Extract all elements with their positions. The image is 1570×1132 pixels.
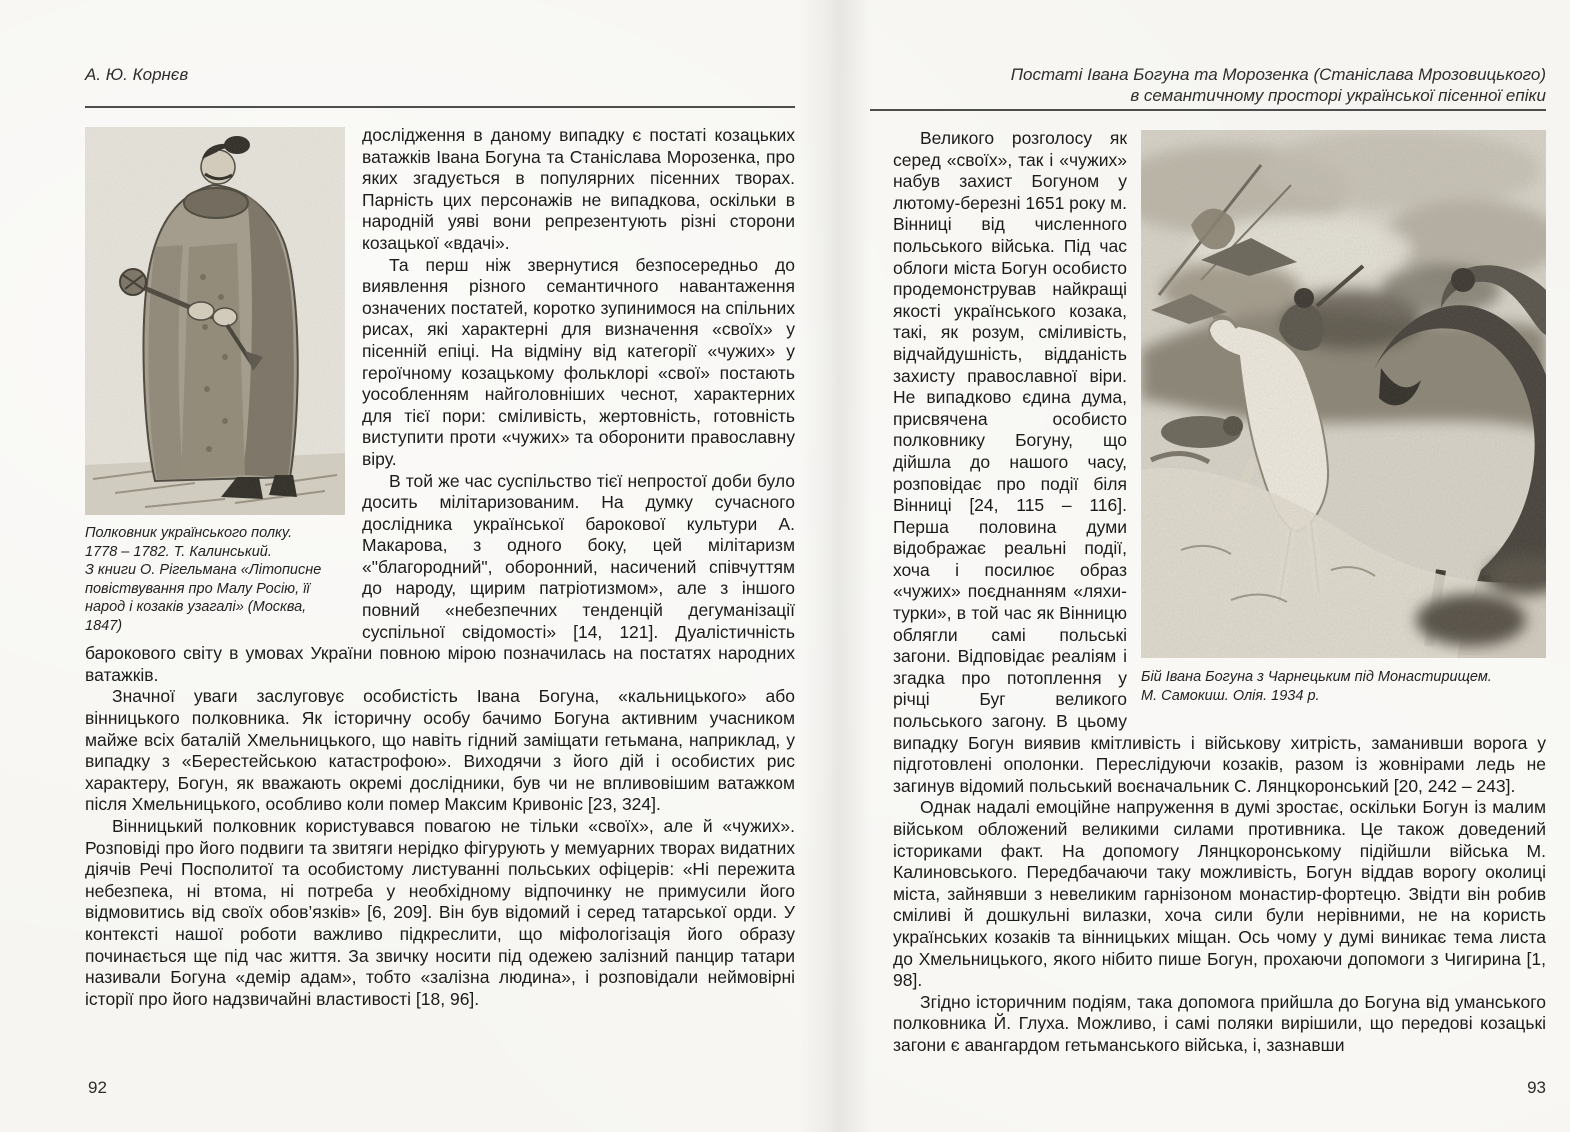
caption-line: народ і козаків узагалі» (Москва, 1847) — [85, 599, 307, 634]
page-left-content — [85, 125, 795, 1010]
header-rule-right — [870, 109, 1546, 111]
paragraph: Та перш ніж звернутися безпосередньо до виявлення різного семантичного навантаження означених постатей, коротко зупинимося на спільних рисах, які характерні для визначення «своїх» у пісенній епіці. На відміну від категорії «чужих» у героїчному козацькому фольклорі «свої» постають уособленням найголовніших чеснот, характерних для тієї пори: сміливість, жертовність, готовність виступити проти «чужих» та оборонити православну віру. — [362, 254, 795, 469]
page-right — [870, 64, 1546, 1057]
figure-battle — [1141, 130, 1546, 705]
paragraph: Вінницький полковник користувався повагою не тільки «своїх», але й «чужих». Розповіді про його подвиги та звитяги нерідко фігурують у мемуарних творах видатних діячів Речі Посполитої та особистому листуванні польських офіцерів: «Ні пережита небезпека, ні втома, ні потреба у необхідному відпочинку не примусили його відмовитись від своїх обов’язків» [6, 209]. Він був відомий і серед татарської орди. У контексті нашої роботи важливо підкреслити, що міфологізація його образу починається ще під час життя. За звичку носити під одежею залізний панцир татари називали Богуна «демір адам», тобто «залізна людина», і розповідали неймовірні історії про його надзвичайні властивості [18, 96]. — [85, 816, 795, 1009]
caption-line: М. Самокиш. Олія. 1934 р. — [1141, 687, 1320, 704]
figure-portrait-caption — [85, 524, 345, 635]
portrait-engraving-image — [85, 127, 345, 515]
header-rule-left — [85, 106, 795, 108]
caption-line: Полковник українського полку. — [85, 525, 293, 541]
caption-line: З книги О. Рігельмана «Літописне — [85, 562, 322, 578]
running-header-author: А. Ю. Корнєв — [85, 65, 189, 84]
paragraph: Значної уваги заслуговує особистість Івана Богуна, «кальницького» або вінницького полковника. Як історичну особу бачимо Богуна активним учасником майже всіх баталій Хмельницького, що навіть гідний заміщати гетьмана, наприклад, у випадку з «Берестейською катастрофою». Виходячи з його дій і особистих рис характеру, Богун, як вважають окремі дослідники, був чи не впливовішим ватажком після Хмельницького, особливо коли помер Максим Кривоніс [23, 324]. — [85, 686, 795, 815]
page-right-content — [893, 128, 1546, 1057]
figure-battle-caption — [1141, 668, 1546, 705]
paragraph: Великого розголосу як серед «своїх», так і «чужих» набув захист Богуном у лютому-березні 1651 року м. Вінниці від численного польського війська. Під час облоги міста Богун особисто продемонстрував найкращі якості українського козака, такі, як розум, сміливість, відчайдушність, відданість захисту православної віри. Не випадково єдина дума, присвячена особисто полковнику Богуну, що дійшла до нашого часу, розповідає про події біля Вінниці [24, 115 – 116]. Перша половина думи відображає реальні події, хоча і посилює образ «чужих» поєднанням «ляхи-турки», в той час як Вінницю облягли самі польські загони. Відповідає реаліям і згадка про потоплення у річці Буг великого польського загону. В цьому випадку Богун виявив кмітливість і військову хитрість, заманивши ворога у підготовлені ополонки. Переслідуючи козаків, разом із жовнірами ледь не загинув відомий польський воєначальник С. Лянцкоронський [20, 242 – 243]. — [893, 128, 1546, 796]
running-header-title-line: Постаті Івана Богуна та Морозенка (Станіслава Мрозовицького) — [1010, 65, 1546, 84]
paragraph: В той же час суспільство тієї непростої доби було досить мілітаризованим. На думку сучасного дослідника української барокової культури А. Макарова, з одного боку, цей мілітаризм «"благородний", оборонний, насичений співчуттям до народу, щирим патріотизмом», але з іншого повний «небезпечних тенденцій дегуманізації суспільної свідомості» [14, 121]. Дуалістичність барокового світу в умовах України повною мірою позначилась на постатях народних ватажків. — [85, 470, 795, 685]
caption-line: повіствування про Малу Росію, її — [85, 580, 310, 597]
caption-line: Бій Івана Богуна з Чарнецьким під Монастирищем. — [1141, 669, 1492, 685]
page-left — [85, 64, 795, 1010]
running-header-title — [870, 64, 1546, 106]
page-number-right: 93 — [1527, 1078, 1546, 1097]
paragraph: Згідно історичним подіям, така допомога прийшла до Богуна від уманського полковника Й. Глуха. Можливо, і самі поляки вирішили, що передові козацькі загони є авангардом гетьманського війська, і, зазнавши — [893, 991, 1546, 1055]
running-header-title-line: в семантичному просторі української пісенної епіки — [1130, 86, 1546, 105]
caption-line: 1778 – 1782. Т. Калинський. — [85, 543, 272, 560]
page-gutter-shadow — [798, 0, 872, 1132]
page-number-left: 92 — [88, 1078, 107, 1097]
paragraph: Однак надалі емоційне напруження в думі зростає, оскільки Богун із малим військом обложений великими силами противника. Це також доведений істориками факт. На допомогу Лянцкоронському підійшли війська М. Калиновського. Передбачаючи таку можливість, Богун віддав ворогу околиці міста, зайнявши з невеликим гарнізоном монастир-фортецю. Звідти він робив сміливі й дошкульні вилазки, хоча сили були нерівними, не на користь українських козаків та вінницьких міщан. Ось чому у думі виникає тема листа до Хмельницького, якого нібито пише Богун, прохаючи допомоги з Чигирина [1, 98]. — [893, 797, 1546, 991]
figure-portrait — [85, 127, 345, 635]
paragraph: дослідження в даному випадку є постаті козацьких ватажків Івана Богуна та Станіслава Морозенка, про яких згадується в популярних пісенних творах. Парність цих персонажів не випадкова, оскільки в народній уяві вони репрезентують різні сторони козацької «вдачі». — [362, 125, 795, 253]
battle-painting-image — [1141, 130, 1546, 658]
